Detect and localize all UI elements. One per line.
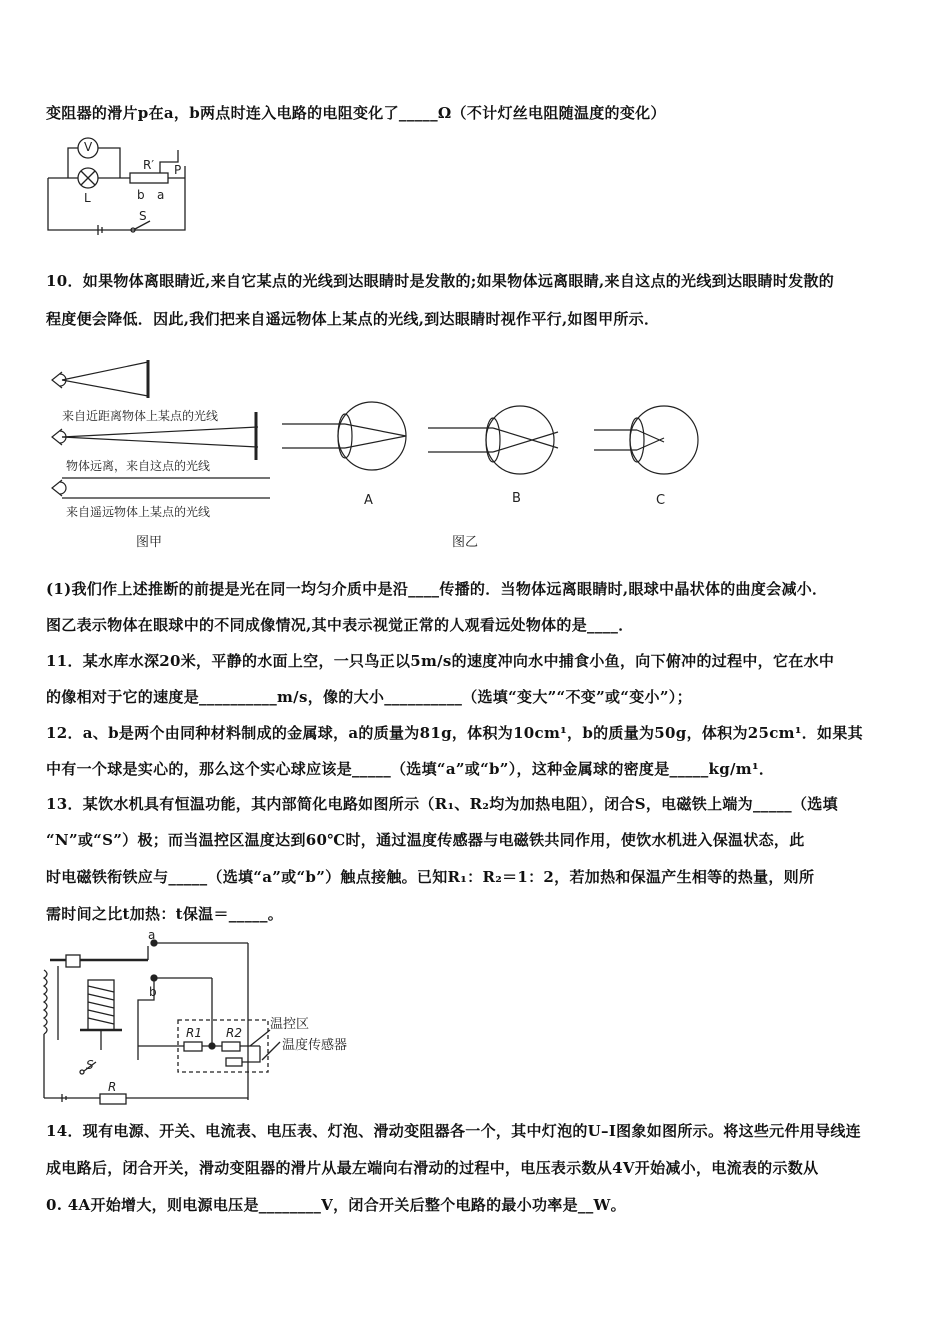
rheostat-label: R′	[143, 158, 155, 172]
q11-line2: 的像相对于它的速度是__________m/s，像的大小__________（选填“变大”“不变”或“变小”）；	[46, 688, 692, 706]
distant-rays-caption: 来自遥远物体上某点的光线	[66, 505, 211, 519]
contact-a-label: a	[148, 928, 156, 942]
lamp-label: L	[84, 191, 91, 205]
resistor-r-label: R	[108, 1080, 117, 1094]
q10-line1: 10．如果物体离眼睛近,来自它某点的光线到达眼睛时是发散的;如果物体远离眼睛,来自这点的光线到达眼睛时发散的	[46, 272, 835, 290]
temp-sensor-label: 温度传感器	[282, 1038, 348, 1053]
switch-label: S	[139, 209, 147, 223]
switch-s-label: S	[86, 1058, 94, 1072]
temp-zone-label: 温控区	[270, 1017, 310, 1032]
q9-text: 变阻器的滑片p在a，b两点时连入电路的电阻变化了_____Ω（不计灯丝电阻随温度的变化）	[46, 104, 666, 122]
figure-yi-caption: 图乙	[452, 535, 479, 550]
q13-line4: 需时间之比t加热：t保温＝_____。	[46, 905, 284, 923]
r1-label: R1	[186, 1026, 202, 1040]
q13-line1: 13．某饮水机具有恒温功能，其内部简化电路如图所示（R₁、R₂均为加热电阻），闭合S，电磁铁上端为_____（选填	[46, 795, 838, 813]
eye-a-label: A	[364, 493, 373, 508]
q13-line2: “N”或“S”）极；而当温控区温度达到60℃时，通过温度传感器与电磁铁共同作用，使饮水机进入保温状态，此	[46, 831, 805, 849]
q10-sub1: (1)我们作上述推断的前提是光在同一均匀介质中是沿____传播的．当物体远离眼睛时,眼球中晶状体的曲度会减小．	[46, 580, 828, 598]
eye-c-label: C	[656, 493, 666, 508]
near-rays-caption: 来自近距离物体上某点的光线	[62, 409, 219, 423]
q10-line2: 程度便会降低．因此,我们把来自遥远物体上某点的光线,到达眼睛时视作平行,如图甲所示．	[46, 310, 660, 328]
q14-line1: 14．现有电源、开关、电流表、电压表、灯泡、滑动变阻器各一个，其中灯泡的U–I图象如图所示。将这些元件用导线连	[46, 1122, 861, 1140]
far-rays-caption: 物体远离，来自这点的光线	[66, 459, 211, 473]
q14-line2: 成电路后，闭合开关，滑动变阻器的滑片从最左端向右滑动的过程中，电压表示数从4V开始减小，电流表的示数从	[46, 1159, 819, 1177]
eye-b-label: B	[512, 491, 521, 506]
point-b-label: b	[137, 188, 145, 202]
q14-line3: 0. 4A开始增大，则电源电压是________V，闭合开关后整个电路的最小功率是__W。	[46, 1196, 626, 1214]
q10-sub2: 图乙表示物体在眼球中的不同成像情况,其中表示视觉正常的人观看远处物体的是____．	[46, 616, 634, 634]
figure-jia-caption: 图甲	[136, 535, 163, 550]
q12-line1: 12．a、b是两个由同种材料制成的金属球，a的质量为81g，体积为10cm¹，b的质量为50g，体积为25cm¹．如果其	[46, 724, 863, 742]
voltmeter-label: V	[84, 140, 93, 154]
q13-line3: 时电磁铁衔铁应与_____（选填“a”或“b”）触点接触。已知R₁：R₂＝1：2，若加热和保温产生相等的热量，则所	[46, 868, 815, 886]
contact-b-label: b	[149, 985, 157, 999]
slider-label: P	[174, 163, 182, 177]
q11-line1: 11．某水库水深20米，平静的水面上空，一只鸟正以5m/s的速度冲向水中捕食小鱼，向下俯冲的过程中，它在水中	[46, 652, 835, 670]
q12-line2: 中有一个球是实心的，那么这个实心球应该是_____（选填“a”或“b”），这种金属球的密度是_____kg/m¹．	[46, 760, 775, 778]
r2-label: R2	[226, 1026, 242, 1040]
point-a-label: a	[157, 188, 165, 202]
